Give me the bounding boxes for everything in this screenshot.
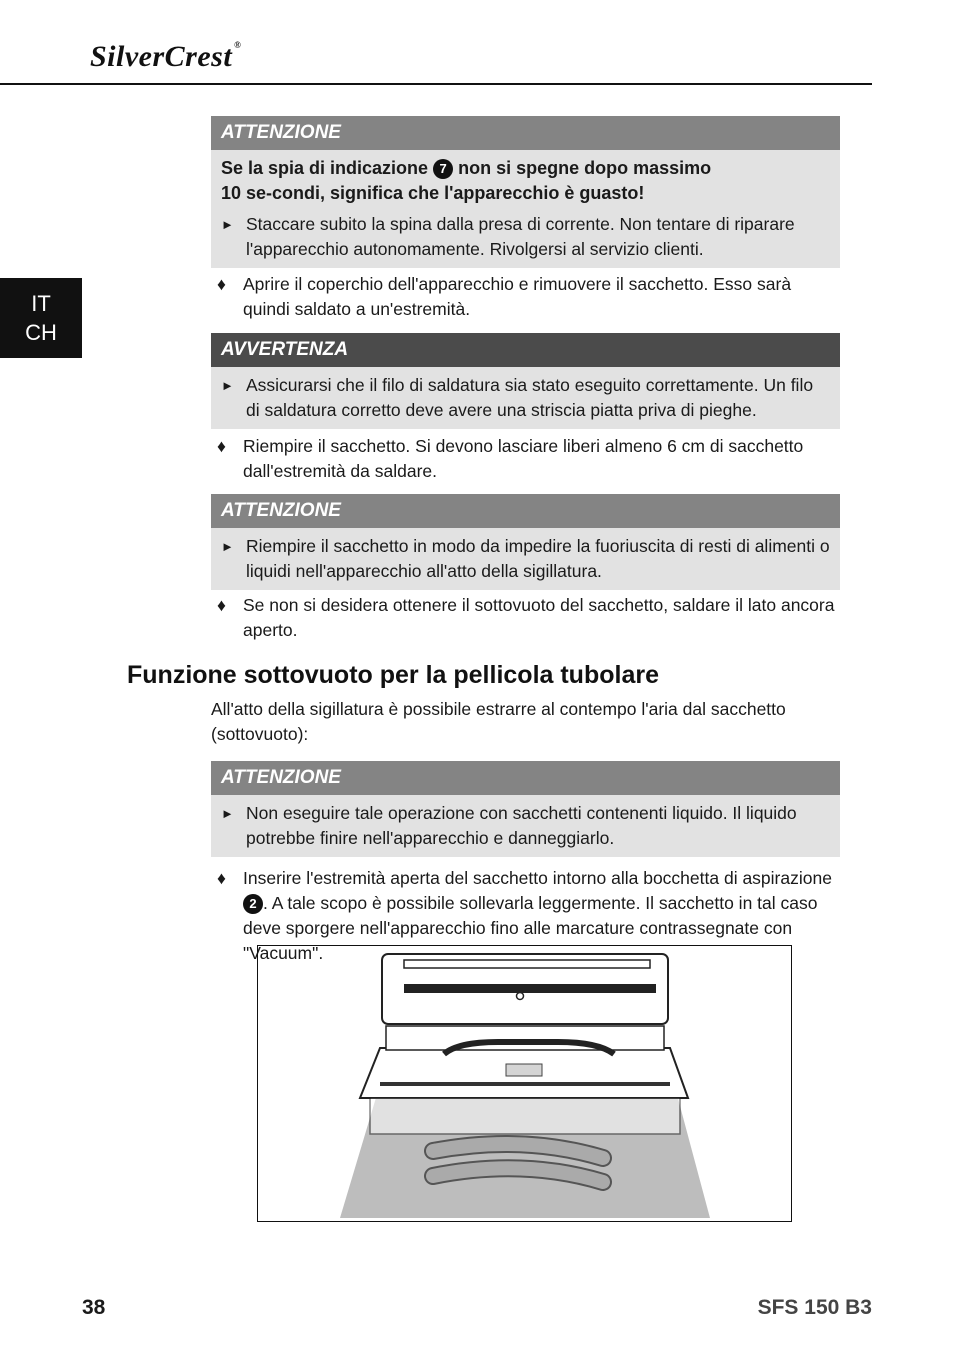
model-number: SFS 150 B3 [757,1296,872,1319]
sealer-chamber [386,1026,664,1050]
section-title: Funzione sottovuoto per la pellicola tubolare [127,661,659,689]
lid-latch-knob [517,993,524,1000]
warning-box-3-item [221,534,830,584]
warning-box-4 [211,761,840,857]
vacuum-sealer-drawing [258,946,790,1220]
instruction-bullet-3 [217,593,842,643]
instruction-bullet-2-text: Riempire il sacchetto. Si devono lasciare liberi almeno 6 cm di sacchetto dall'estremità da saldare. [243,436,804,481]
warning-box-1-bold-line2: 10 se-condi, significa che l'apparecchio è guasto! [221,183,645,203]
warning-box-3-item-text: Riempire il sacchetto in modo da impedire la fuoriuscita di resti di alimenti o liquidi nell'apparecchio all'atto della sigillatura. [246,536,830,581]
instruction-bullet-1-text: Aprire il coperchio dell'apparecchio e rimuovere il sacchetto. Esso sarà quindi saldato a un'estremità. [243,274,792,319]
warning-box-2-item-text: Assicurarsi che il filo di saldatura sia stato eseguito correttamente. Un filo di saldatura corretto deve avere una striscia piatta priva di pieghe. [246,375,814,420]
section-intro: All'atto della sigillatura è possibile estrarre al contempo l'aria dal sacchetto (sottovuoto): [211,699,786,744]
brand-name: SilverCrest [90,40,233,73]
instruction-bullet-4-text1: Inserire l'estremità aperta del sacchetto intorno alla bocchetta di aspirazione [243,868,832,888]
vacuum-sealer-illustration [257,945,792,1222]
diamond-bullet-icon: ♦ [217,595,226,615]
language-tab-line1: IT [31,291,51,316]
instruction-bullet-2 [217,434,842,484]
warning-box-4-title: ATTENZIONE [211,761,840,795]
indicator-number-badge: 7 [433,159,453,179]
warning-box-1-item [221,212,830,262]
warning-box-1-bold-text [221,156,830,181]
instruction-bullet-3-text: Se non si desidera ottenere il sottovuoto del sacchetto, saldare il lato ancora aperto. [243,595,835,640]
header-divider [0,83,872,85]
lid-seal-bar [404,984,656,993]
language-tab-line2: CH [25,320,57,345]
language-tab [0,278,82,358]
suction-nozzle [506,1064,542,1076]
brand-logo [90,40,241,74]
sealer-front [370,1098,680,1134]
warning-box-1-title: ATTENZIONE [211,116,840,150]
arrow-icon: ► [221,539,234,554]
warning-box-4-item [221,801,830,851]
lid-top-rail [404,960,650,968]
bold-text-part1: Se la spia di indicazione [221,158,429,178]
warning-box-2-item [221,373,830,423]
suction-nozzle-number-badge: 2 [243,894,263,914]
diamond-bullet-icon: ♦ [217,274,226,294]
warning-box-1-item-text: Staccare subito la spina dalla presa di corrente. Non tentare di riparare l'apparecchio autonomamente. Rivolgersi al servizio clienti. [246,214,795,259]
arrow-icon: ► [221,217,234,232]
arrow-icon: ► [221,378,234,393]
warning-box-3-title: ATTENZIONE [211,494,840,528]
warning-box-3 [211,494,840,590]
diamond-bullet-icon: ♦ [217,868,226,888]
warning-box-2 [211,333,840,429]
instruction-bullet-4-text2: . A tale scopo è possibile sollevarla leggermente. Il sacchetto in tal caso deve sporgere nell'apparecchio fino alle marcature contrassegnate con "Vacuum". [243,893,818,963]
diamond-bullet-icon: ♦ [217,436,226,456]
warning-box-1 [211,116,840,268]
registered-mark: ® [234,40,242,50]
page-number: 38 [82,1296,106,1319]
bold-text-part2: non si spegne dopo massimo [458,158,712,178]
base-seal-strip [380,1082,670,1086]
warning-box-4-item-text: Non eseguire tale operazione con sacchetti contenenti liquido. Il liquido potrebbe finire nell'apparecchio e danneggiarlo. [246,803,797,848]
arrow-icon: ► [221,806,234,821]
instruction-bullet-1 [217,272,842,322]
warning-box-2-title: AVVERTENZA [211,333,840,367]
